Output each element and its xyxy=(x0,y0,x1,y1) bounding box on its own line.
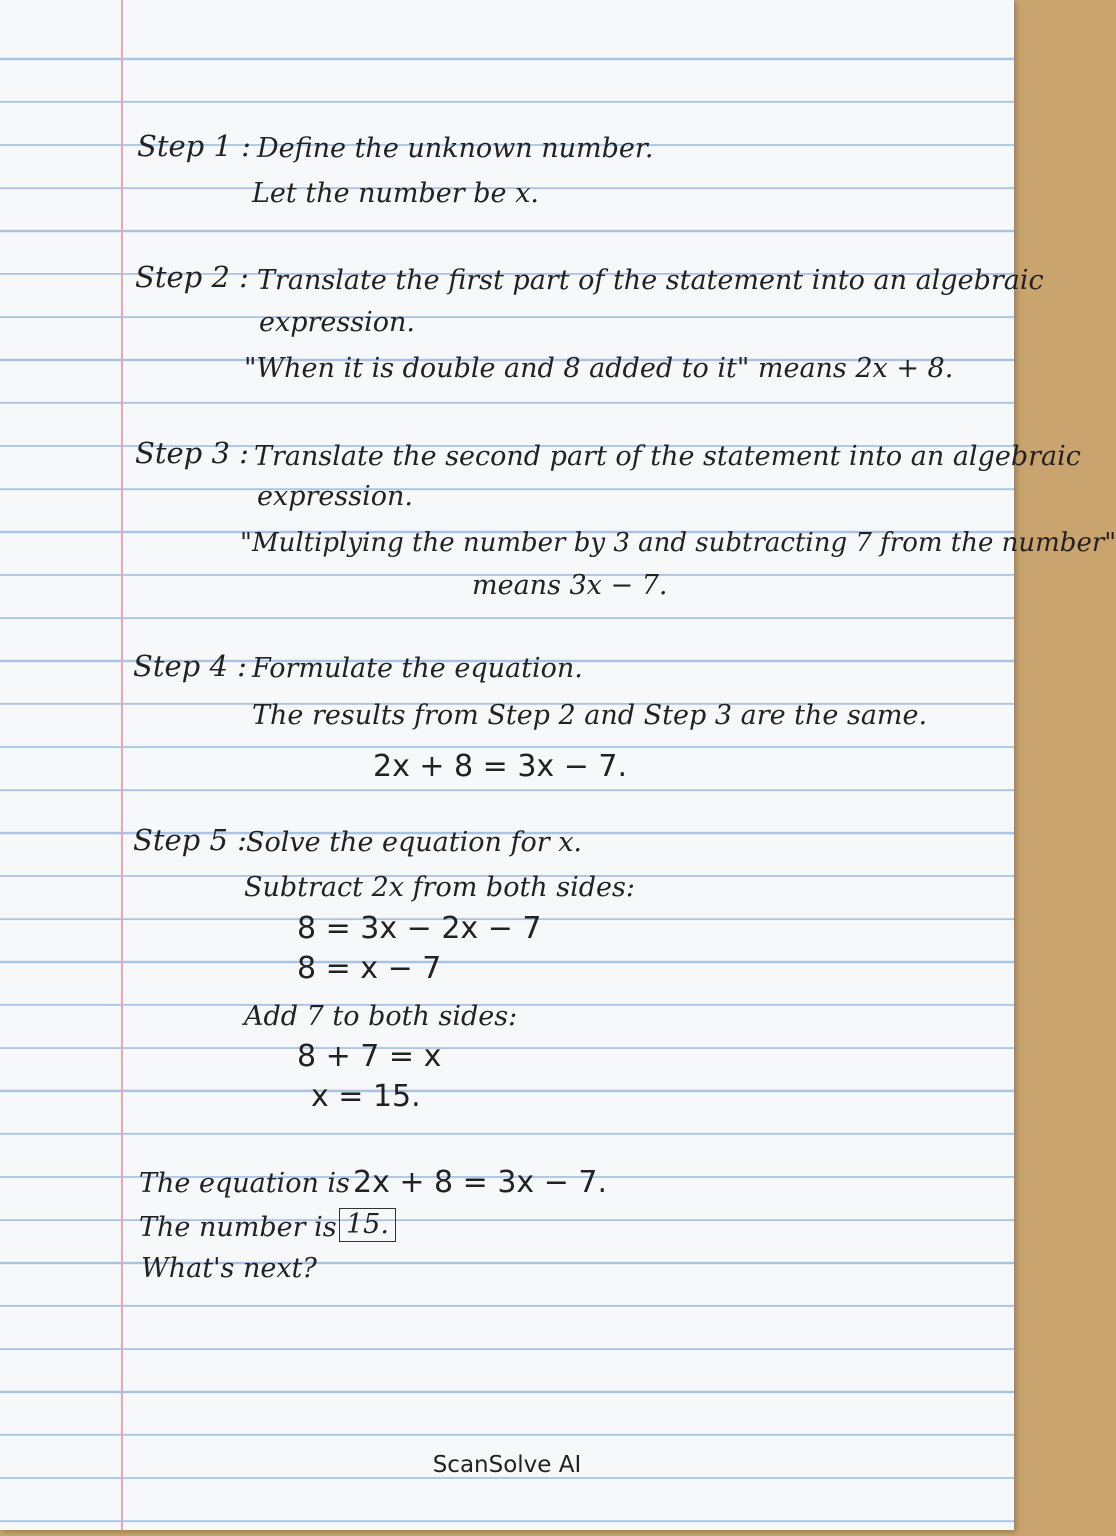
step-2-line-1: "When it is double and 8 added to it" means 2x + 8. xyxy=(244,353,954,384)
step-5-line-5: 8 + 7 = x xyxy=(297,1039,442,1074)
step-3-line-1: "Multiplying the number by 3 and subtracting 7 from the number" xyxy=(240,528,1116,558)
step-3-title-cont: expression. xyxy=(257,481,413,512)
step-4-line-1: The results from Step 2 and Step 3 are the same. xyxy=(252,700,928,731)
conclusion-equation: 2x + 8 = 3x − 7. xyxy=(353,1165,608,1200)
step-3-label: Step 3 : xyxy=(135,436,249,470)
step-1-title: Define the unknown number. xyxy=(257,133,654,164)
step-5-line-4: Add 7 to both sides: xyxy=(244,1001,518,1032)
step-3-title: Translate the second part of the statement into an algebraic xyxy=(254,441,1081,472)
conclusion-next: What's next? xyxy=(141,1253,317,1284)
step-4-equation: 2x + 8 = 3x − 7. xyxy=(373,749,628,784)
conclusion-equation-prefix: The equation is xyxy=(139,1168,350,1199)
margin-line xyxy=(121,0,123,1530)
step-2-label: Step 2 : xyxy=(135,260,249,294)
conclusion-number-prefix: The number is xyxy=(139,1212,337,1243)
brand-footer: ScanSolve AI xyxy=(432,1452,582,1478)
step-5-label: Step 5 : xyxy=(133,823,247,857)
step-5-line-1: Subtract 2x from both sides: xyxy=(244,872,635,903)
step-4-title: Formulate the equation. xyxy=(252,653,583,684)
step-5-line-6: x = 15. xyxy=(311,1079,421,1114)
step-4-label: Step 4 : xyxy=(133,649,247,683)
step-3-line-2: means 3x − 7. xyxy=(472,570,668,601)
step-5-title: Solve the equation for x. xyxy=(246,827,583,858)
step-1-line-1: Let the number be x. xyxy=(252,178,539,209)
step-1-label: Step 1 : xyxy=(137,129,251,163)
step-5-line-3: 8 = x − 7 xyxy=(297,951,442,986)
step-2-title: Translate the first part of the statement into an algebraic xyxy=(257,265,1044,296)
conclusion-number-boxed: 15. xyxy=(339,1208,396,1242)
step-2-title-cont: expression. xyxy=(259,307,415,338)
step-5-line-2: 8 = 3x − 2x − 7 xyxy=(297,911,542,946)
